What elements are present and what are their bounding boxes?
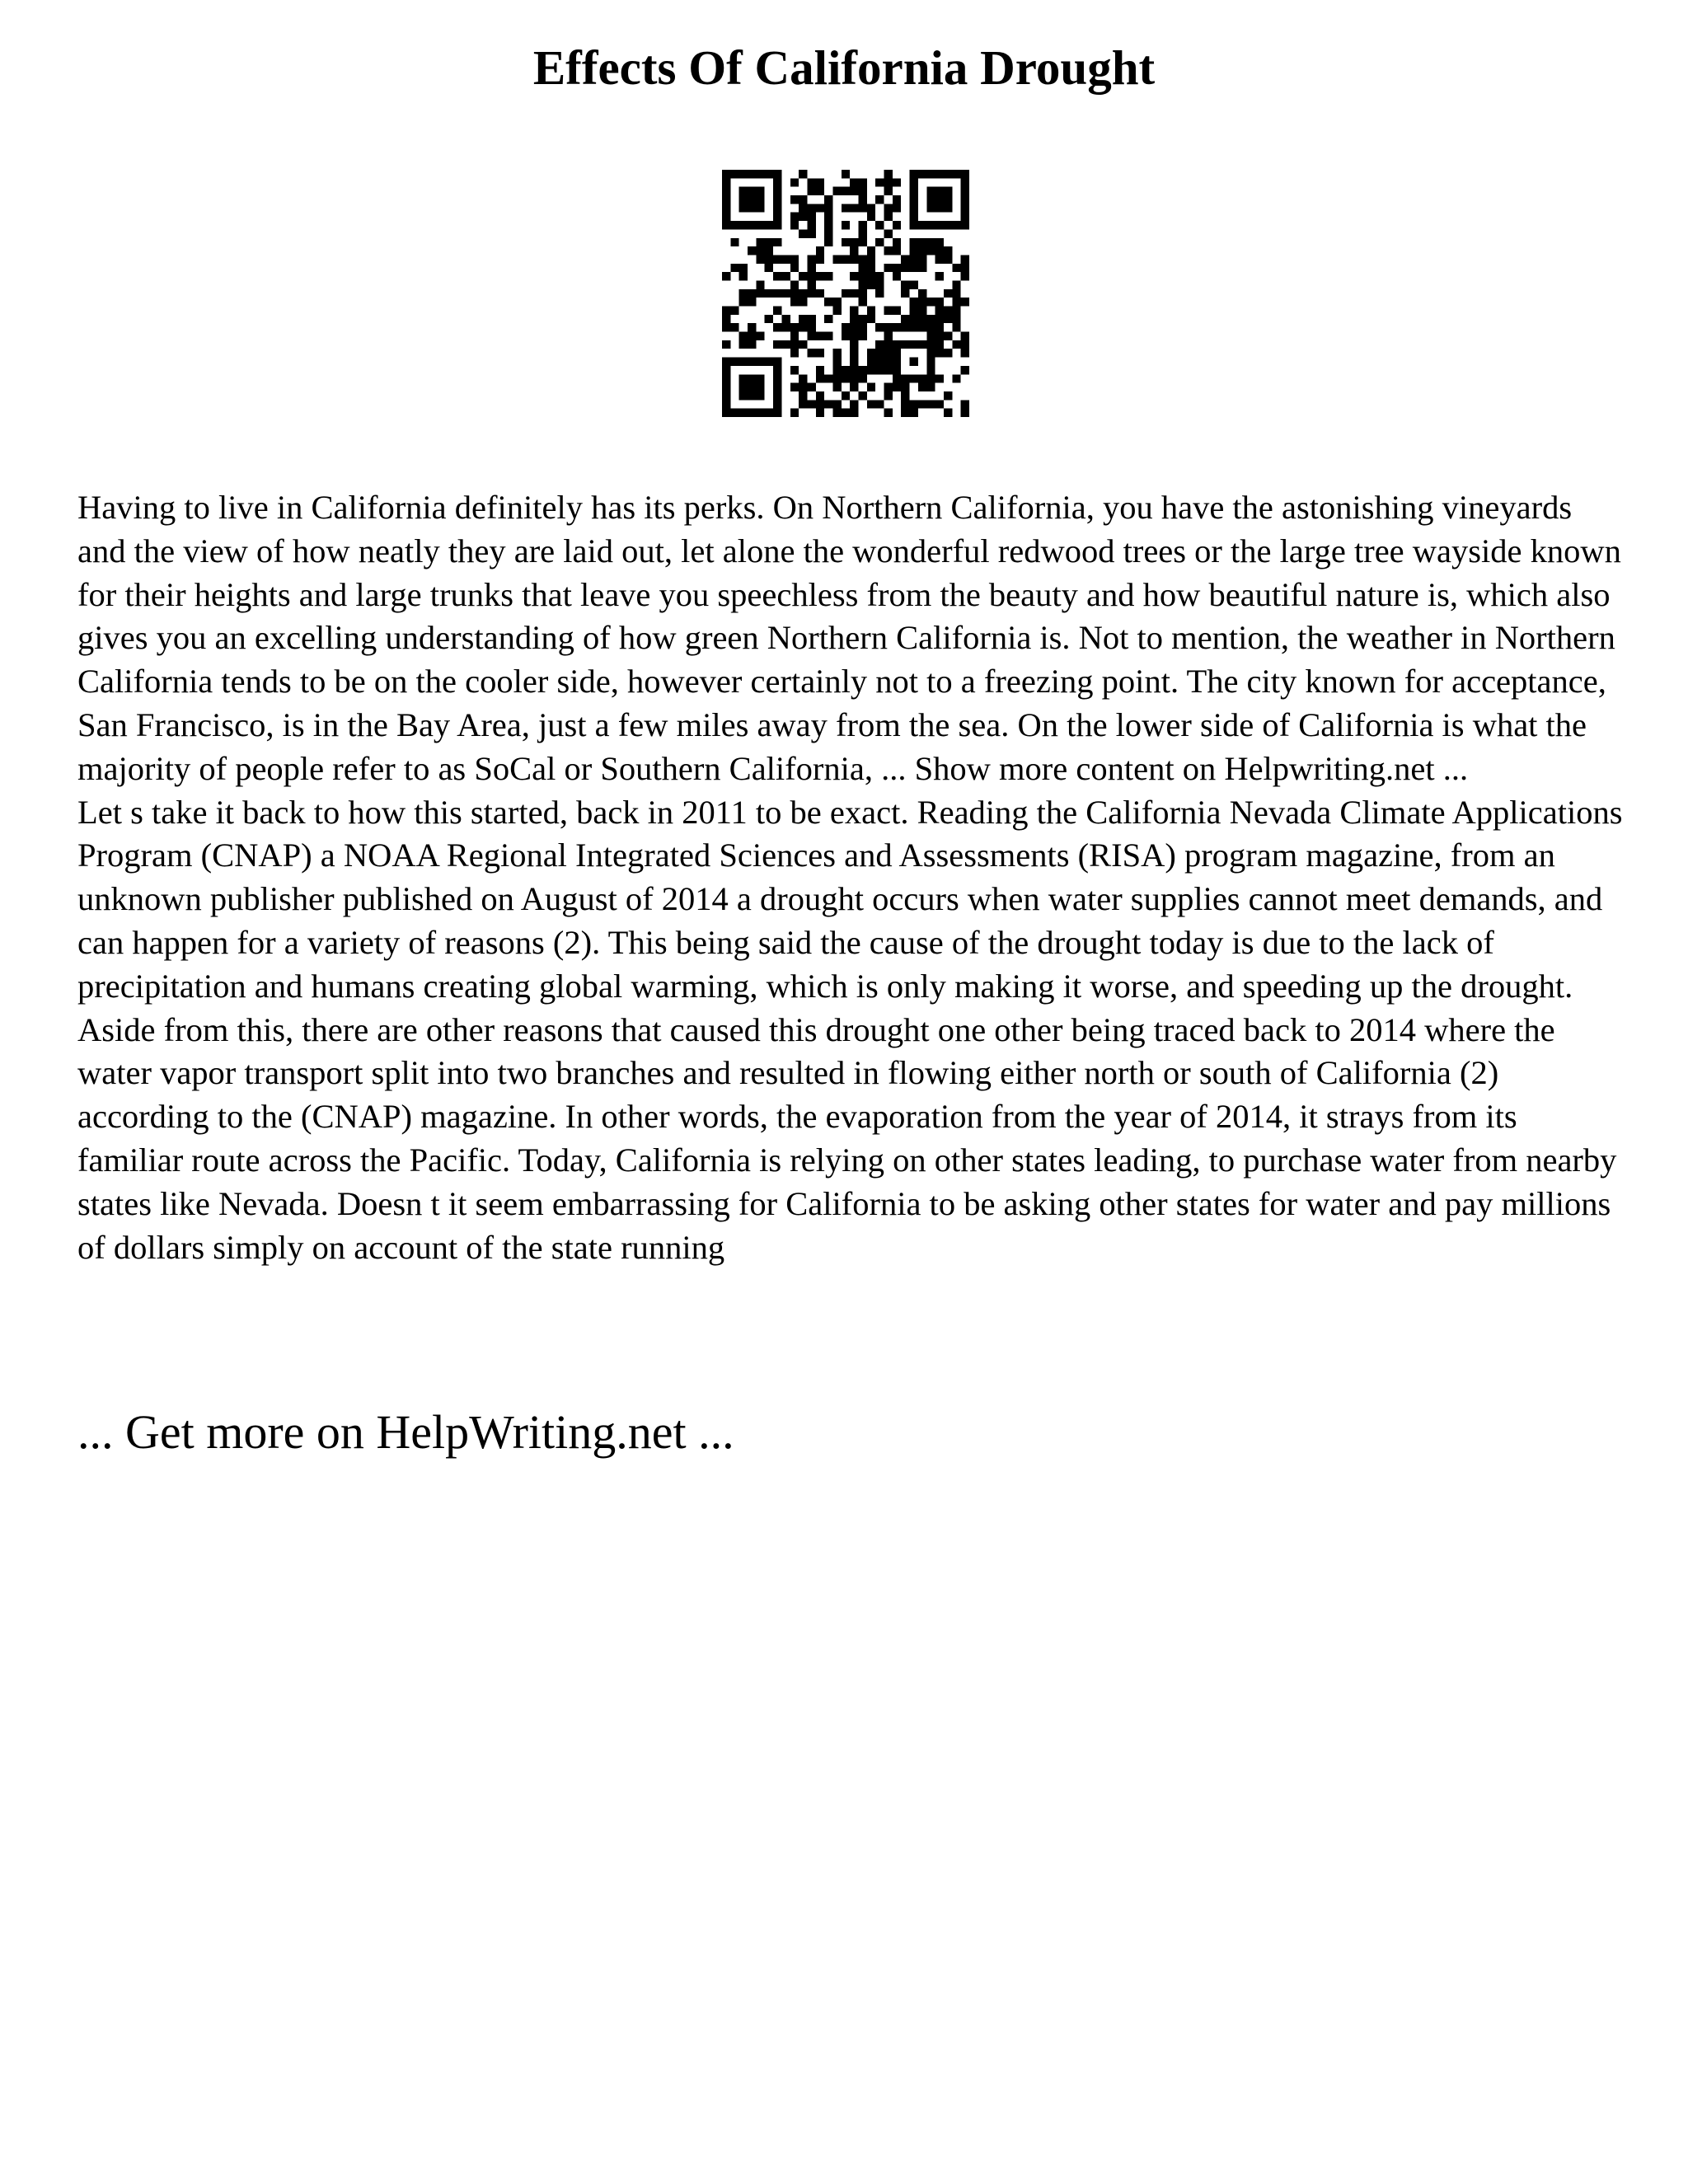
page-title: Effects Of California Drought <box>532 40 1156 95</box>
paragraph: Let s take it back to how this started, back in 2011 to be exact. Reading the California Nevada Climate Applications Program (CNAP) a NOAA Regional Integrated Sciences and Assessments (RISA) program magazine, from an unknown publisher published on August of 2014 a drought occurs when water supplies cannot meet demands, and can happen for a variety of reasons (2). This being said the cause of the drought today is due to the lack of precipitation and humans creating global warming, which is only making it worse, and speeding up the drought. Aside from this, there are other reasons that caused this drought one other being traced back to 2014 where the water vapor transport split into two branches and resulted in flowing either north or south of California (2) according to the (CNAP) magazine. In other words, the evaporation from the year of 2014, it strays from its familiar route across the Pacific. Today, California is relying on other states leading, to purchase water from nearby states like Nevada. Doesn t it seem embarrassing for California to be asking other states for water and pay millions of dollars simply on account of the state running <box>77 793 1623 1266</box>
qr-code-icon <box>722 170 969 417</box>
article-body <box>77 486 1627 1269</box>
get-more-link[interactable]: ... Get more on HelpWriting.net ... <box>77 1405 734 1459</box>
paragraph: Having to live in California definitely has its perks. On Northern California, you have the astonishing vineyards and the view of how neatly they are laid out, let alone the wonderful redwood trees or the large tree wayside known for their heights and large trunks that leave you speechless from the beauty and how beautiful nature is, which also gives you an excelling understanding of how green Northern California is. Not to mention, the weather in Northern California tends to be on the cooler side, however certainly not to a freezing point. The city known for acceptance, San Francisco, is in the Bay Area, just a few miles away from the sea. On the lower side of California is what the majority of people refer to as SoCal or Southern California, ... Show more content on Helpwriting.net ... <box>77 489 1621 787</box>
